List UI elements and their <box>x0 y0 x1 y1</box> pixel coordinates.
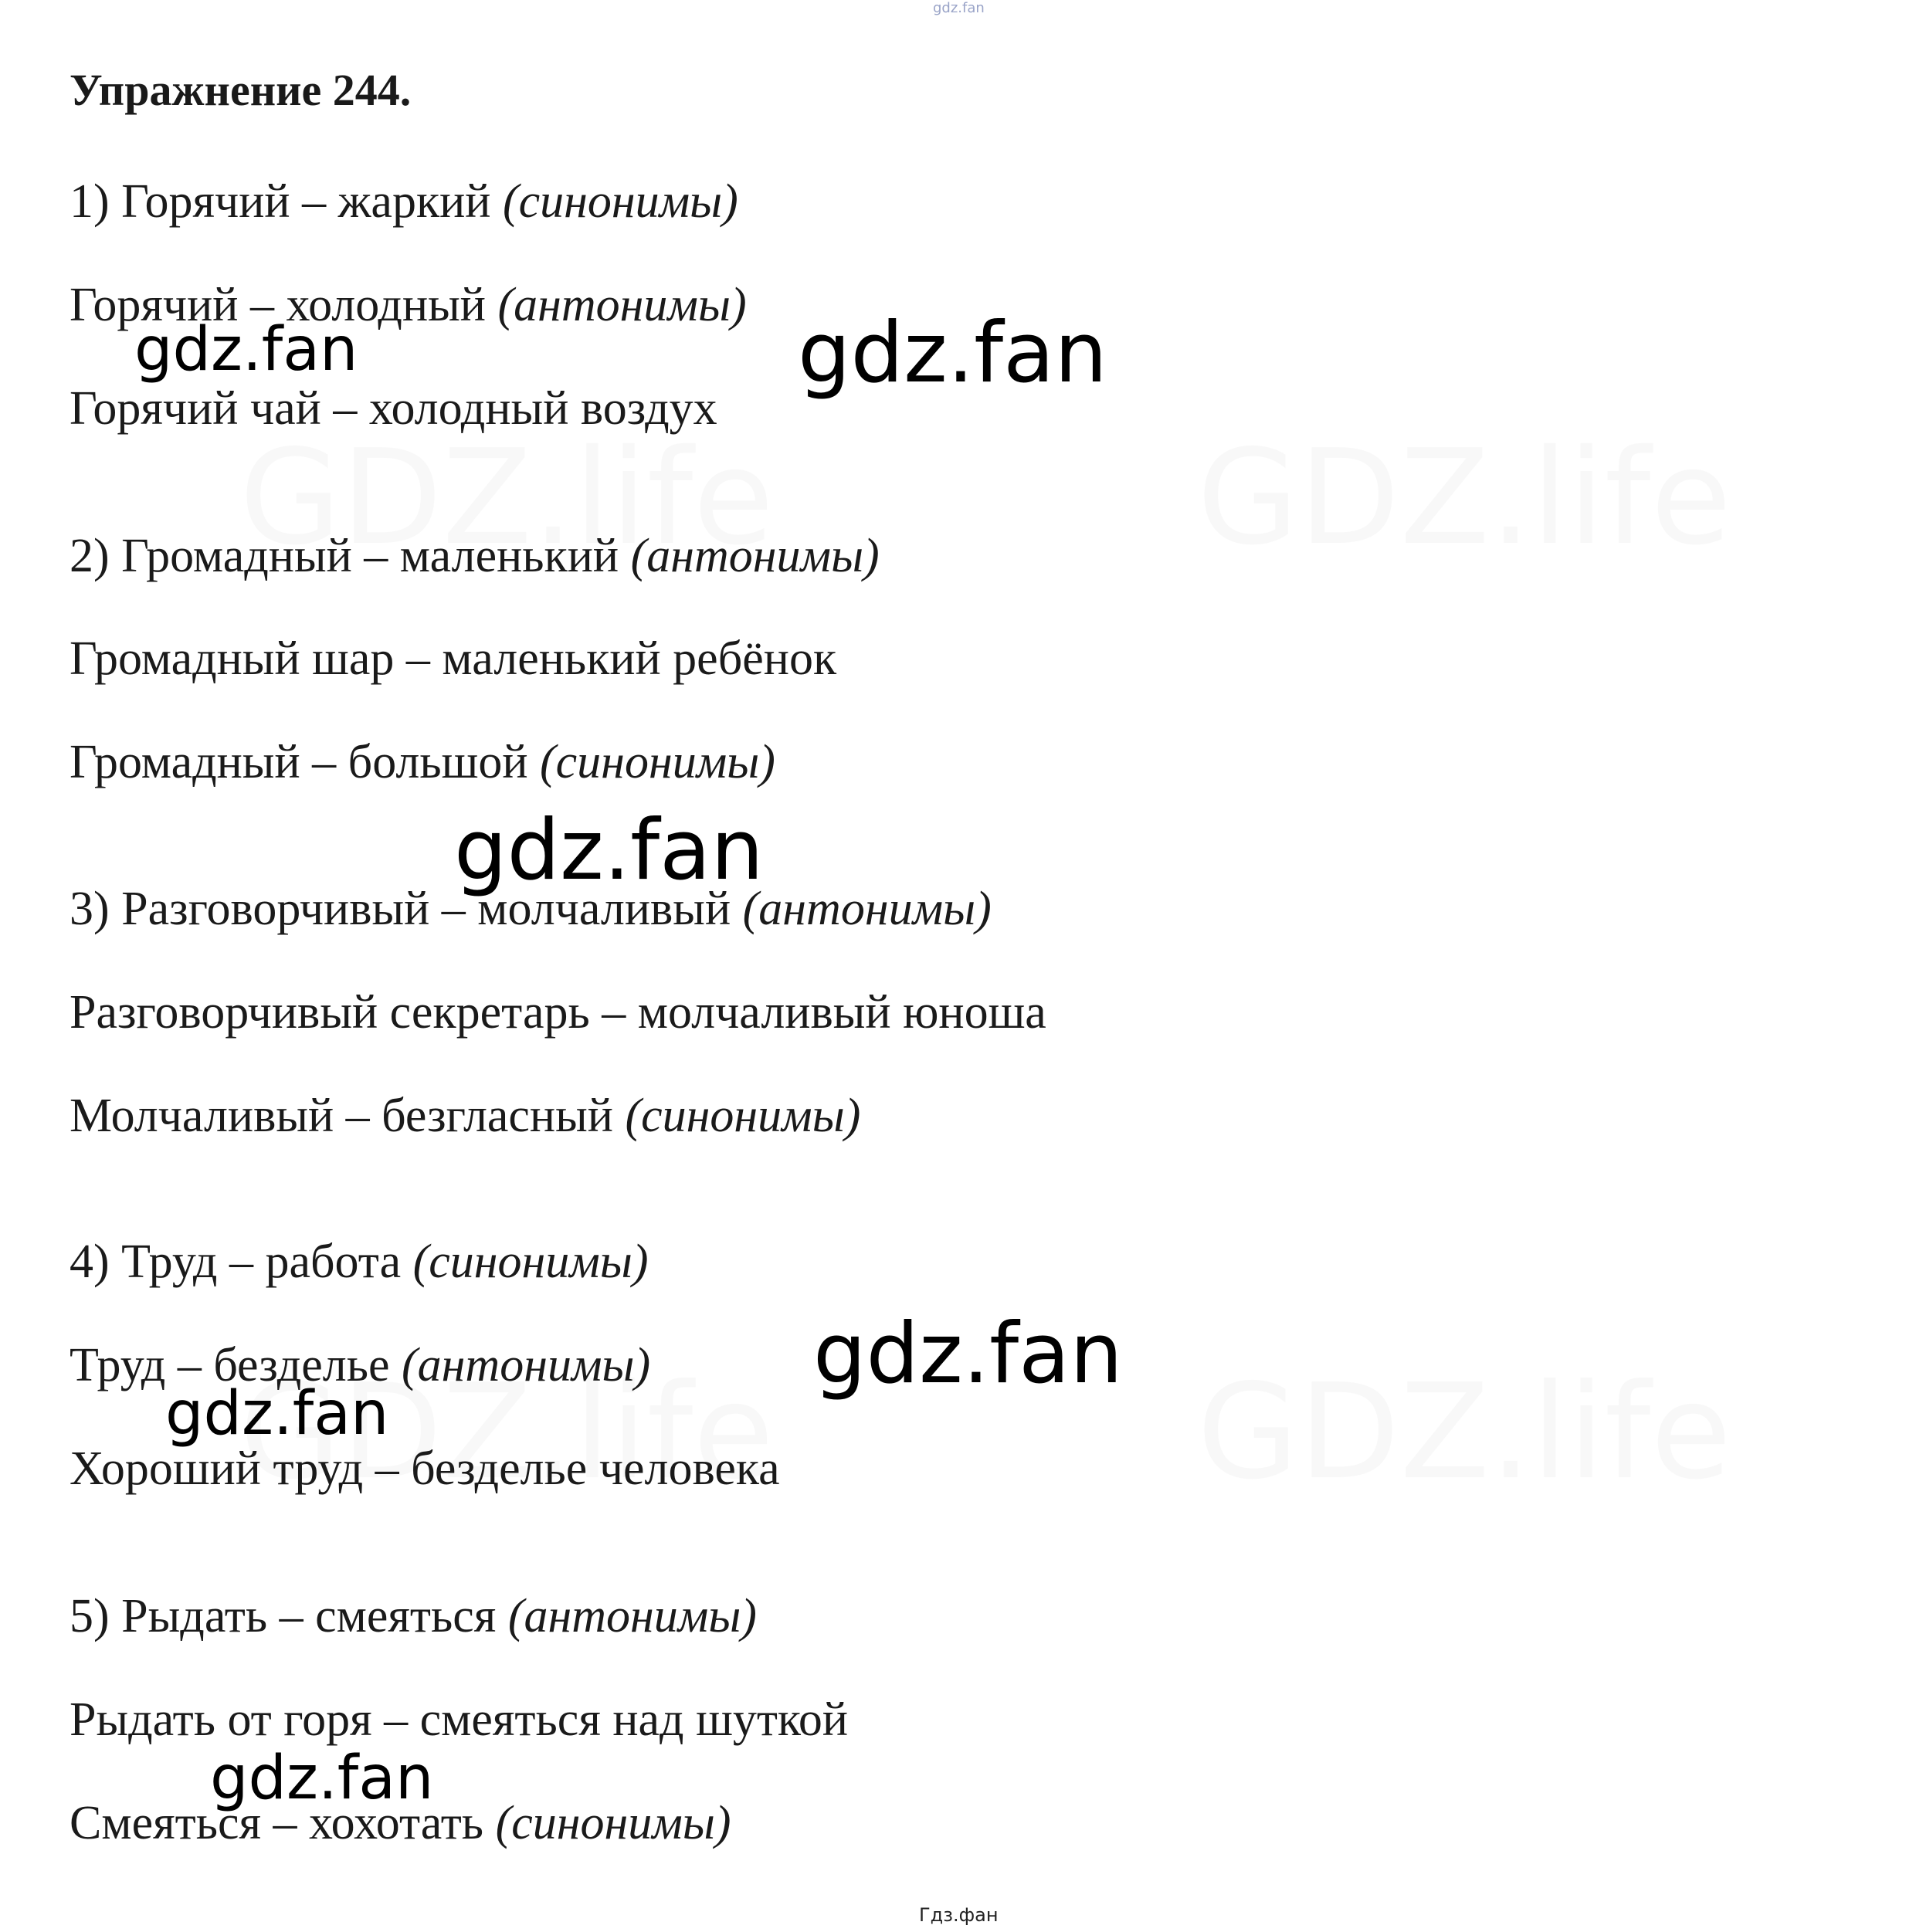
line-text: Молчаливый – безгласный <box>70 1090 626 1142</box>
watermark: gdz.fan <box>813 1306 1123 1402</box>
line-text: Смеяться – хохотать <box>70 1797 496 1849</box>
text-line <box>70 986 1046 1039</box>
line-text: Громадный – большой <box>70 736 541 788</box>
line-text: 2) Громадный – маленький <box>70 530 631 582</box>
line-text: 1) Горячий – жаркий <box>70 175 503 228</box>
text-line <box>70 738 775 786</box>
line-note: (антонимы) <box>402 1339 651 1391</box>
watermark: gdz.fan <box>165 1379 389 1449</box>
line-text: 3) Разговорчивый – молчаливый <box>70 883 743 935</box>
line-note: (антонимы) <box>507 1590 757 1642</box>
text-line <box>70 382 717 435</box>
text-line <box>70 1592 757 1640</box>
line-note: (синонимы) <box>625 1090 861 1142</box>
line-note: (синонимы) <box>412 1235 649 1288</box>
ghost-watermark <box>1197 1367 1731 1498</box>
text-line <box>70 1442 780 1495</box>
ghost-watermark <box>1197 432 1731 564</box>
line-text: Громадный шар – маленький ребёнок <box>70 632 837 685</box>
text-line <box>70 1235 649 1288</box>
line-text: Труд – безделье <box>70 1339 402 1391</box>
line-note: (синонимы) <box>495 1797 731 1849</box>
text-line <box>70 632 837 685</box>
line-text: Горячий – холодный <box>70 279 498 331</box>
footer-site-mark: Гдз.фан <box>919 1904 999 1926</box>
text-line <box>70 1693 849 1746</box>
line-text: Рыдать от горя – смеяться над шуткой <box>70 1693 849 1746</box>
text-line <box>70 532 880 580</box>
line-text: 4) Труд – работа <box>70 1235 413 1288</box>
exercise-title: Упражнение 244. <box>70 65 412 115</box>
top-site-mark: gdz.fan <box>933 0 985 16</box>
watermark: gdz.fan <box>210 1744 434 1813</box>
line-note: (синонимы) <box>540 736 775 788</box>
line-text: Разговорчивый секретарь – молчаливый юноша <box>70 986 1046 1039</box>
line-note: (антонимы) <box>497 279 747 331</box>
line-text: Хороший труд – безделье человека <box>70 1442 780 1495</box>
text-line <box>70 1092 860 1140</box>
line-text: 5) Рыдать – смеяться <box>70 1590 508 1642</box>
watermark: gdz.fan <box>134 315 358 385</box>
watermark: gdz.fan <box>798 305 1107 402</box>
watermark: gdz.fan <box>454 802 764 899</box>
text-line <box>70 175 738 228</box>
line-note: (антонимы) <box>630 530 880 582</box>
line-note: (синонимы) <box>502 175 738 228</box>
line-note: (антонимы) <box>742 883 992 935</box>
line-text: Горячий чай – холодный воздух <box>70 382 717 435</box>
